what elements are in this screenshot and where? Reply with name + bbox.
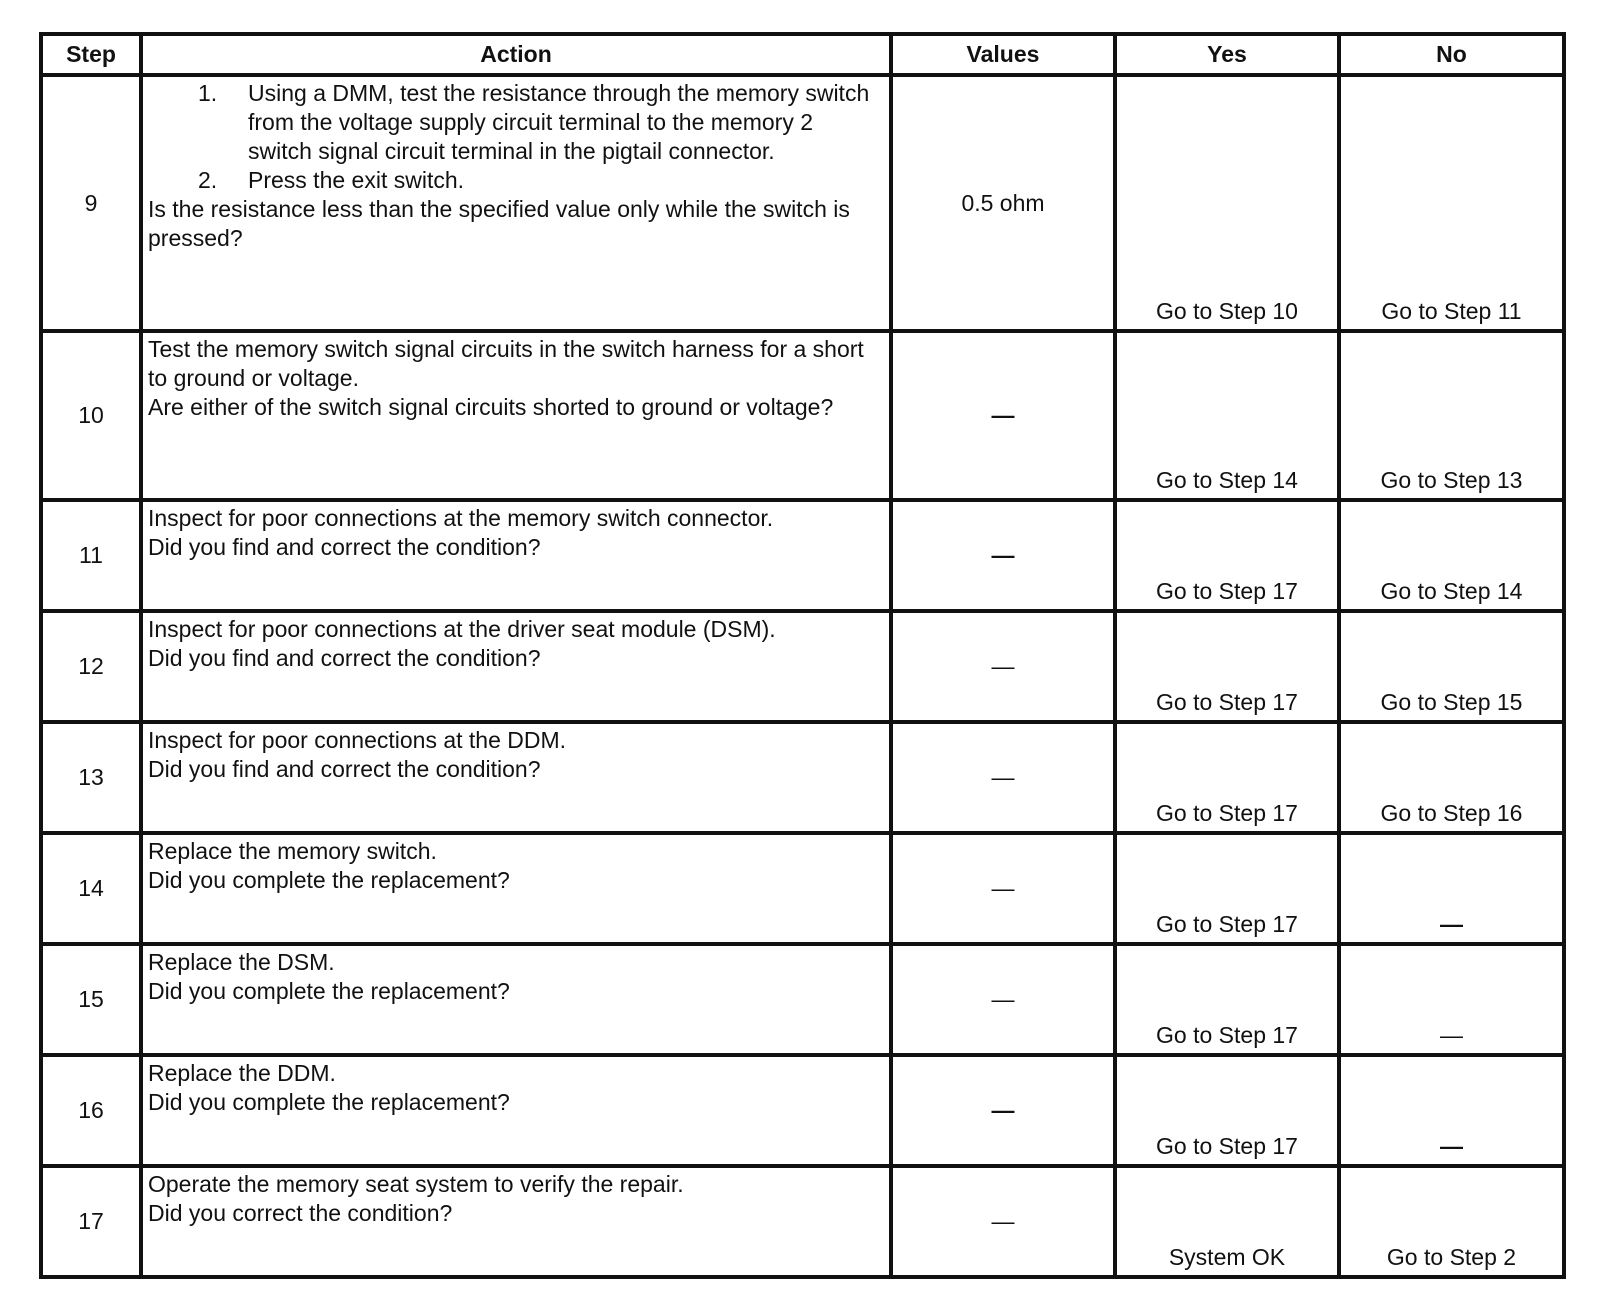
no-dash: —: [1440, 911, 1463, 937]
action-question: Did you find and correct the condition?: [148, 534, 541, 560]
no-cell: Go to Step 2: [1339, 1166, 1564, 1277]
values-cell: [891, 1055, 1115, 1166]
values-cell: 0.5 ohm: [891, 75, 1115, 331]
no-cell: Go to Step 13: [1339, 331, 1564, 500]
header-values: Values: [891, 34, 1115, 75]
action-question: Are either of the switch signal circuits shorted to ground or voltage?: [148, 394, 834, 420]
action-question: Did you correct the condition?: [148, 1200, 453, 1226]
action-text: Operate the memory seat system to verify the repair.: [148, 1171, 684, 1197]
step-number: 17: [41, 1166, 141, 1277]
step-number: 14: [41, 833, 141, 944]
table-row: [41, 833, 1564, 944]
action-cell: [141, 722, 891, 833]
step-number: 13: [41, 722, 141, 833]
header-action: Action: [141, 34, 891, 75]
action-question: Did you find and correct the condition?: [148, 645, 541, 671]
table-row: [41, 75, 1564, 331]
action-question: Did you complete the replacement?: [148, 1089, 510, 1115]
yes-cell: Go to Step 17: [1115, 944, 1339, 1055]
no-dash: —: [1440, 1133, 1463, 1159]
yes-cell: Go to Step 17: [1115, 1055, 1339, 1166]
values-dash: —: [991, 542, 1015, 568]
yes-cell: Go to Step 10: [1115, 75, 1339, 331]
values-cell: [891, 611, 1115, 722]
action-question: Did you complete the replacement?: [148, 867, 510, 893]
action-text: Replace the DSM.: [148, 949, 335, 975]
action-step: Press the exit switch.: [248, 167, 465, 193]
step-number: 11: [41, 500, 141, 611]
action-step: Using a DMM, test the resistance through the memory switch from the voltage supply circuit terminal to the memory 2 switch signal circuit terminal in the pigtail connector.: [248, 80, 870, 164]
no-cell: [1339, 833, 1564, 944]
diagnostic-table: [39, 32, 1566, 1279]
header-row: [41, 34, 1564, 75]
step-number: 15: [41, 944, 141, 1055]
table-row: [41, 611, 1564, 722]
no-cell: Go to Step 15: [1339, 611, 1564, 722]
values-dash: —: [991, 764, 1015, 790]
values-cell: [891, 500, 1115, 611]
header-step: Step: [41, 34, 141, 75]
values-dash: —: [991, 1097, 1015, 1123]
table-row: [41, 944, 1564, 1055]
step-number: 16: [41, 1055, 141, 1166]
yes-cell: Go to Step 17: [1115, 833, 1339, 944]
yes-cell: Go to Step 17: [1115, 611, 1339, 722]
header-yes: Yes: [1115, 34, 1339, 75]
action-question: Is the resistance less than the specified value only while the switch is pressed?: [148, 196, 850, 251]
action-text: Test the memory switch signal circuits in the switch harness for a short to ground or voltage.: [148, 336, 864, 391]
table-row: [41, 1055, 1564, 1166]
no-cell: [1339, 944, 1564, 1055]
no-cell: Go to Step 14: [1339, 500, 1564, 611]
yes-cell: Go to Step 17: [1115, 722, 1339, 833]
values-dash: —: [991, 875, 1015, 901]
table-row: [41, 1166, 1564, 1277]
values-cell: [891, 722, 1115, 833]
action-text: Replace the DDM.: [148, 1060, 336, 1086]
values-dash: —: [991, 402, 1015, 428]
step-number: 10: [41, 331, 141, 500]
values-cell: [891, 833, 1115, 944]
action-question: Did you complete the replacement?: [148, 978, 510, 1004]
table-row: [41, 722, 1564, 833]
yes-cell: Go to Step 14: [1115, 331, 1339, 500]
yes-cell: Go to Step 17: [1115, 500, 1339, 611]
action-cell: [141, 1055, 891, 1166]
action-cell: [141, 500, 891, 611]
values-dash: —: [991, 1208, 1015, 1234]
action-question: Did you find and correct the condition?: [148, 756, 541, 782]
action-cell: [141, 331, 891, 500]
no-dash: —: [1440, 1022, 1463, 1048]
no-cell: Go to Step 16: [1339, 722, 1564, 833]
values-dash: —: [991, 986, 1015, 1012]
values-cell: [891, 944, 1115, 1055]
action-cell: [141, 944, 891, 1055]
no-cell: [1339, 1055, 1564, 1166]
table-row: [41, 331, 1564, 500]
action-steps-list: [148, 79, 883, 195]
action-text: Inspect for poor connections at the memory switch connector.: [148, 505, 774, 531]
action-cell: [141, 1166, 891, 1277]
values-cell: [891, 331, 1115, 500]
no-cell: Go to Step 11: [1339, 75, 1564, 331]
action-text: Replace the memory switch.: [148, 838, 437, 864]
step-number: 9: [41, 75, 141, 331]
action-cell: [141, 75, 891, 331]
step-number: 12: [41, 611, 141, 722]
action-text: Inspect for poor connections at the DDM.: [148, 727, 567, 753]
values-dash: —: [991, 653, 1015, 679]
table-row: [41, 500, 1564, 611]
action-cell: [141, 833, 891, 944]
action-text: Inspect for poor connections at the driver seat module (DSM).: [148, 616, 776, 642]
values-cell: [891, 1166, 1115, 1277]
action-cell: [141, 611, 891, 722]
yes-cell: System OK: [1115, 1166, 1339, 1277]
header-no: No: [1339, 34, 1564, 75]
